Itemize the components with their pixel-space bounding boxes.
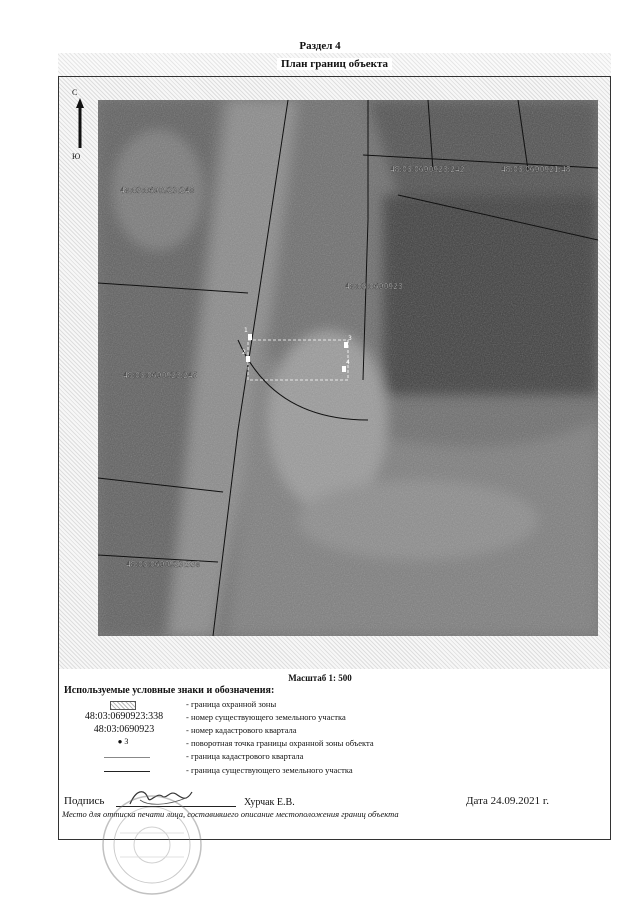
turning-point: [344, 342, 348, 348]
legend-parcel-line-symbol: [104, 771, 150, 772]
legend-zone-symbol: [110, 701, 136, 710]
dot-icon: ●: [117, 737, 123, 746]
parcel-label: 48:03:0690921:48: [501, 165, 571, 174]
legend-parcel-number-symbol: 48:03:0690923:338: [84, 711, 164, 722]
seal-place-note: Место для оттиска печати лица, составившего описание местоположения границ объекта: [62, 809, 399, 819]
quarter-label: 48:03:0690923: [345, 282, 403, 291]
parcel-label: 48:03:0690923:242: [390, 165, 465, 174]
legend-item-text: - граница кадастрового квартала: [186, 751, 304, 761]
turning-point: [246, 356, 250, 362]
compass-south-label: Ю: [72, 152, 81, 161]
legend-item-text: - граница существующего земельного участка: [186, 765, 353, 775]
north-arrow-icon: [70, 98, 90, 154]
legend-item-text: - поворотная точка границы охранной зоны объекта: [186, 738, 374, 748]
parcel-label: 48:03:0690923:240: [120, 186, 195, 195]
legend-quarter-number-symbol: 48:03:0690923: [93, 724, 155, 735]
signature-date: Дата 24.09.2021 г.: [466, 795, 549, 807]
legend-title: Используемые условные знаки и обозначения:: [64, 685, 275, 696]
compass-north-label: С: [72, 88, 78, 97]
legend-item-text: - номер существующего земельного участка: [186, 712, 346, 722]
legend-quarter-line-symbol: [104, 757, 150, 758]
point-label: 4: [346, 359, 350, 366]
section-title: Раздел 4: [299, 40, 341, 52]
parcel-label: 48:03:0690923:245: [123, 371, 198, 380]
signature-label: Подпись: [64, 795, 105, 807]
turning-point: [248, 334, 252, 340]
signer-name: Хурчак Е.В.: [244, 797, 295, 808]
legend-item-text: - номер кадастрового квартала: [186, 725, 297, 735]
parcel-label: 48:03:0690923:338: [126, 560, 201, 569]
point-label: 3: [348, 335, 352, 342]
satellite-map: [98, 100, 598, 636]
legend-point-number: 3: [124, 737, 129, 746]
plan-title-bar: [58, 53, 611, 77]
plan-title: План границ объекта: [277, 58, 392, 70]
legend-point-symbol: [108, 737, 138, 746]
legend-item-text: - граница охранной зоны: [186, 699, 277, 709]
point-label: 1: [244, 327, 248, 334]
point-label: 2: [242, 349, 246, 356]
turning-point: [342, 366, 346, 372]
seal-stamp: [100, 793, 204, 897]
map-scale: Масштаб 1: 500: [288, 673, 352, 683]
